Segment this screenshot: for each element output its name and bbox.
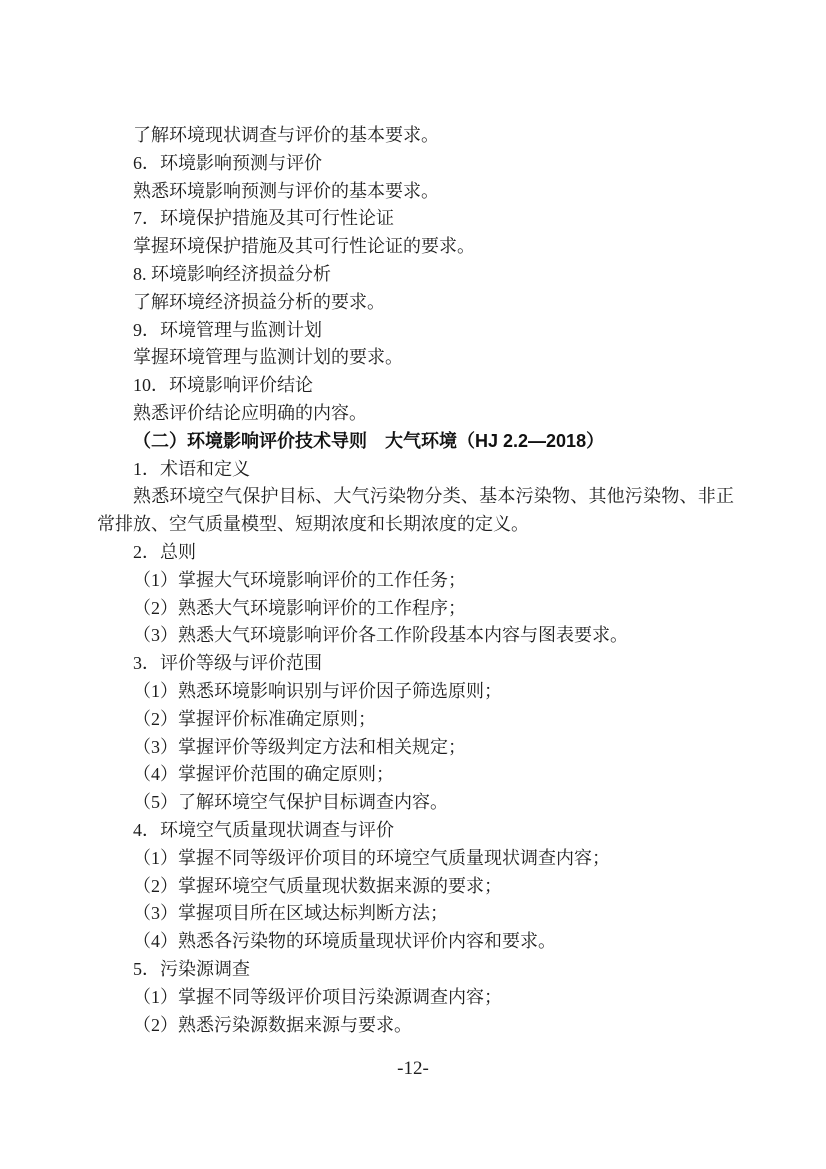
sub-list-item: （4）掌握评价范围的确定原则； bbox=[133, 764, 394, 785]
sub-list-item: （2）熟悉大气环境影响评价的工作程序； bbox=[133, 597, 466, 618]
document-body bbox=[97, 122, 734, 1039]
text-line: 了解环境经济损益分析的要求。 bbox=[133, 291, 385, 312]
sub-list-item: （2）掌握环境空气质量现状数据来源的要求； bbox=[133, 875, 502, 896]
sub-list-item: （2）掌握评价标准确定原则； bbox=[133, 708, 376, 729]
text-line: 熟悉环境影响预测与评价的基本要求。 bbox=[133, 180, 439, 201]
sub-list-item: （3）掌握评价等级判定方法和相关规定； bbox=[133, 736, 466, 757]
list-item: 2．总则 bbox=[133, 541, 196, 562]
page-number: -12- bbox=[397, 1058, 429, 1079]
sub-list-item: （2）熟悉污染源数据来源与要求。 bbox=[133, 1014, 412, 1035]
list-item: 7．环境保护措施及其可行性论证 bbox=[133, 208, 394, 229]
text-line: 熟悉评价结论应明确的内容。 bbox=[133, 402, 367, 423]
sub-list-item: （3）掌握项目所在区域达标判断方法； bbox=[133, 903, 448, 924]
text-line: 了解环境现状调查与评价的基本要求。 bbox=[133, 125, 439, 145]
sub-list-item: （4）熟悉各污染物的环境质量现状评价内容和要求。 bbox=[133, 931, 556, 952]
list-item: 8. 环境影响经济损益分析 bbox=[133, 263, 331, 284]
text-line: 掌握环境管理与监测计划的要求。 bbox=[133, 347, 403, 368]
sub-list-item: （5）了解环境空气保护目标调查内容。 bbox=[133, 792, 448, 813]
list-item: 5．污染源调查 bbox=[133, 958, 250, 979]
list-item: 9．环境管理与监测计划 bbox=[133, 319, 322, 340]
list-item: 3．评价等级与评价范围 bbox=[133, 653, 322, 674]
list-item: 1．术语和定义 bbox=[133, 458, 250, 479]
sub-list-item: （3）熟悉大气环境影响评价各工作阶段基本内容与图表要求。 bbox=[133, 625, 628, 646]
sub-list-item: （1）掌握大气环境影响评价的工作任务； bbox=[133, 569, 466, 590]
sub-list-item: （1）熟悉环境影响识别与评价因子筛选原则； bbox=[133, 680, 502, 701]
text-paragraph: 熟悉环境空气保护目标、大气污染物分类、基本污染物、其他污染物、非正常排放、空气质量模型、短期浓度和长期浓度的定义。 bbox=[97, 486, 734, 535]
list-item: 6．环境影响预测与评价 bbox=[133, 152, 322, 173]
list-item: 10．环境影响评价结论 bbox=[133, 375, 313, 396]
list-item: 4．环境空气质量现状调查与评价 bbox=[133, 819, 394, 840]
sub-list-item: （1）掌握不同等级评价项目污染源调查内容； bbox=[133, 986, 502, 1007]
section-heading: （二）环境影响评价技术导则 大气环境（HJ 2.2—2018） bbox=[133, 430, 605, 451]
text-line: 掌握环境保护措施及其可行性论证的要求。 bbox=[133, 236, 475, 257]
sub-list-item: （1）掌握不同等级评价项目的环境空气质量现状调查内容； bbox=[133, 847, 610, 868]
